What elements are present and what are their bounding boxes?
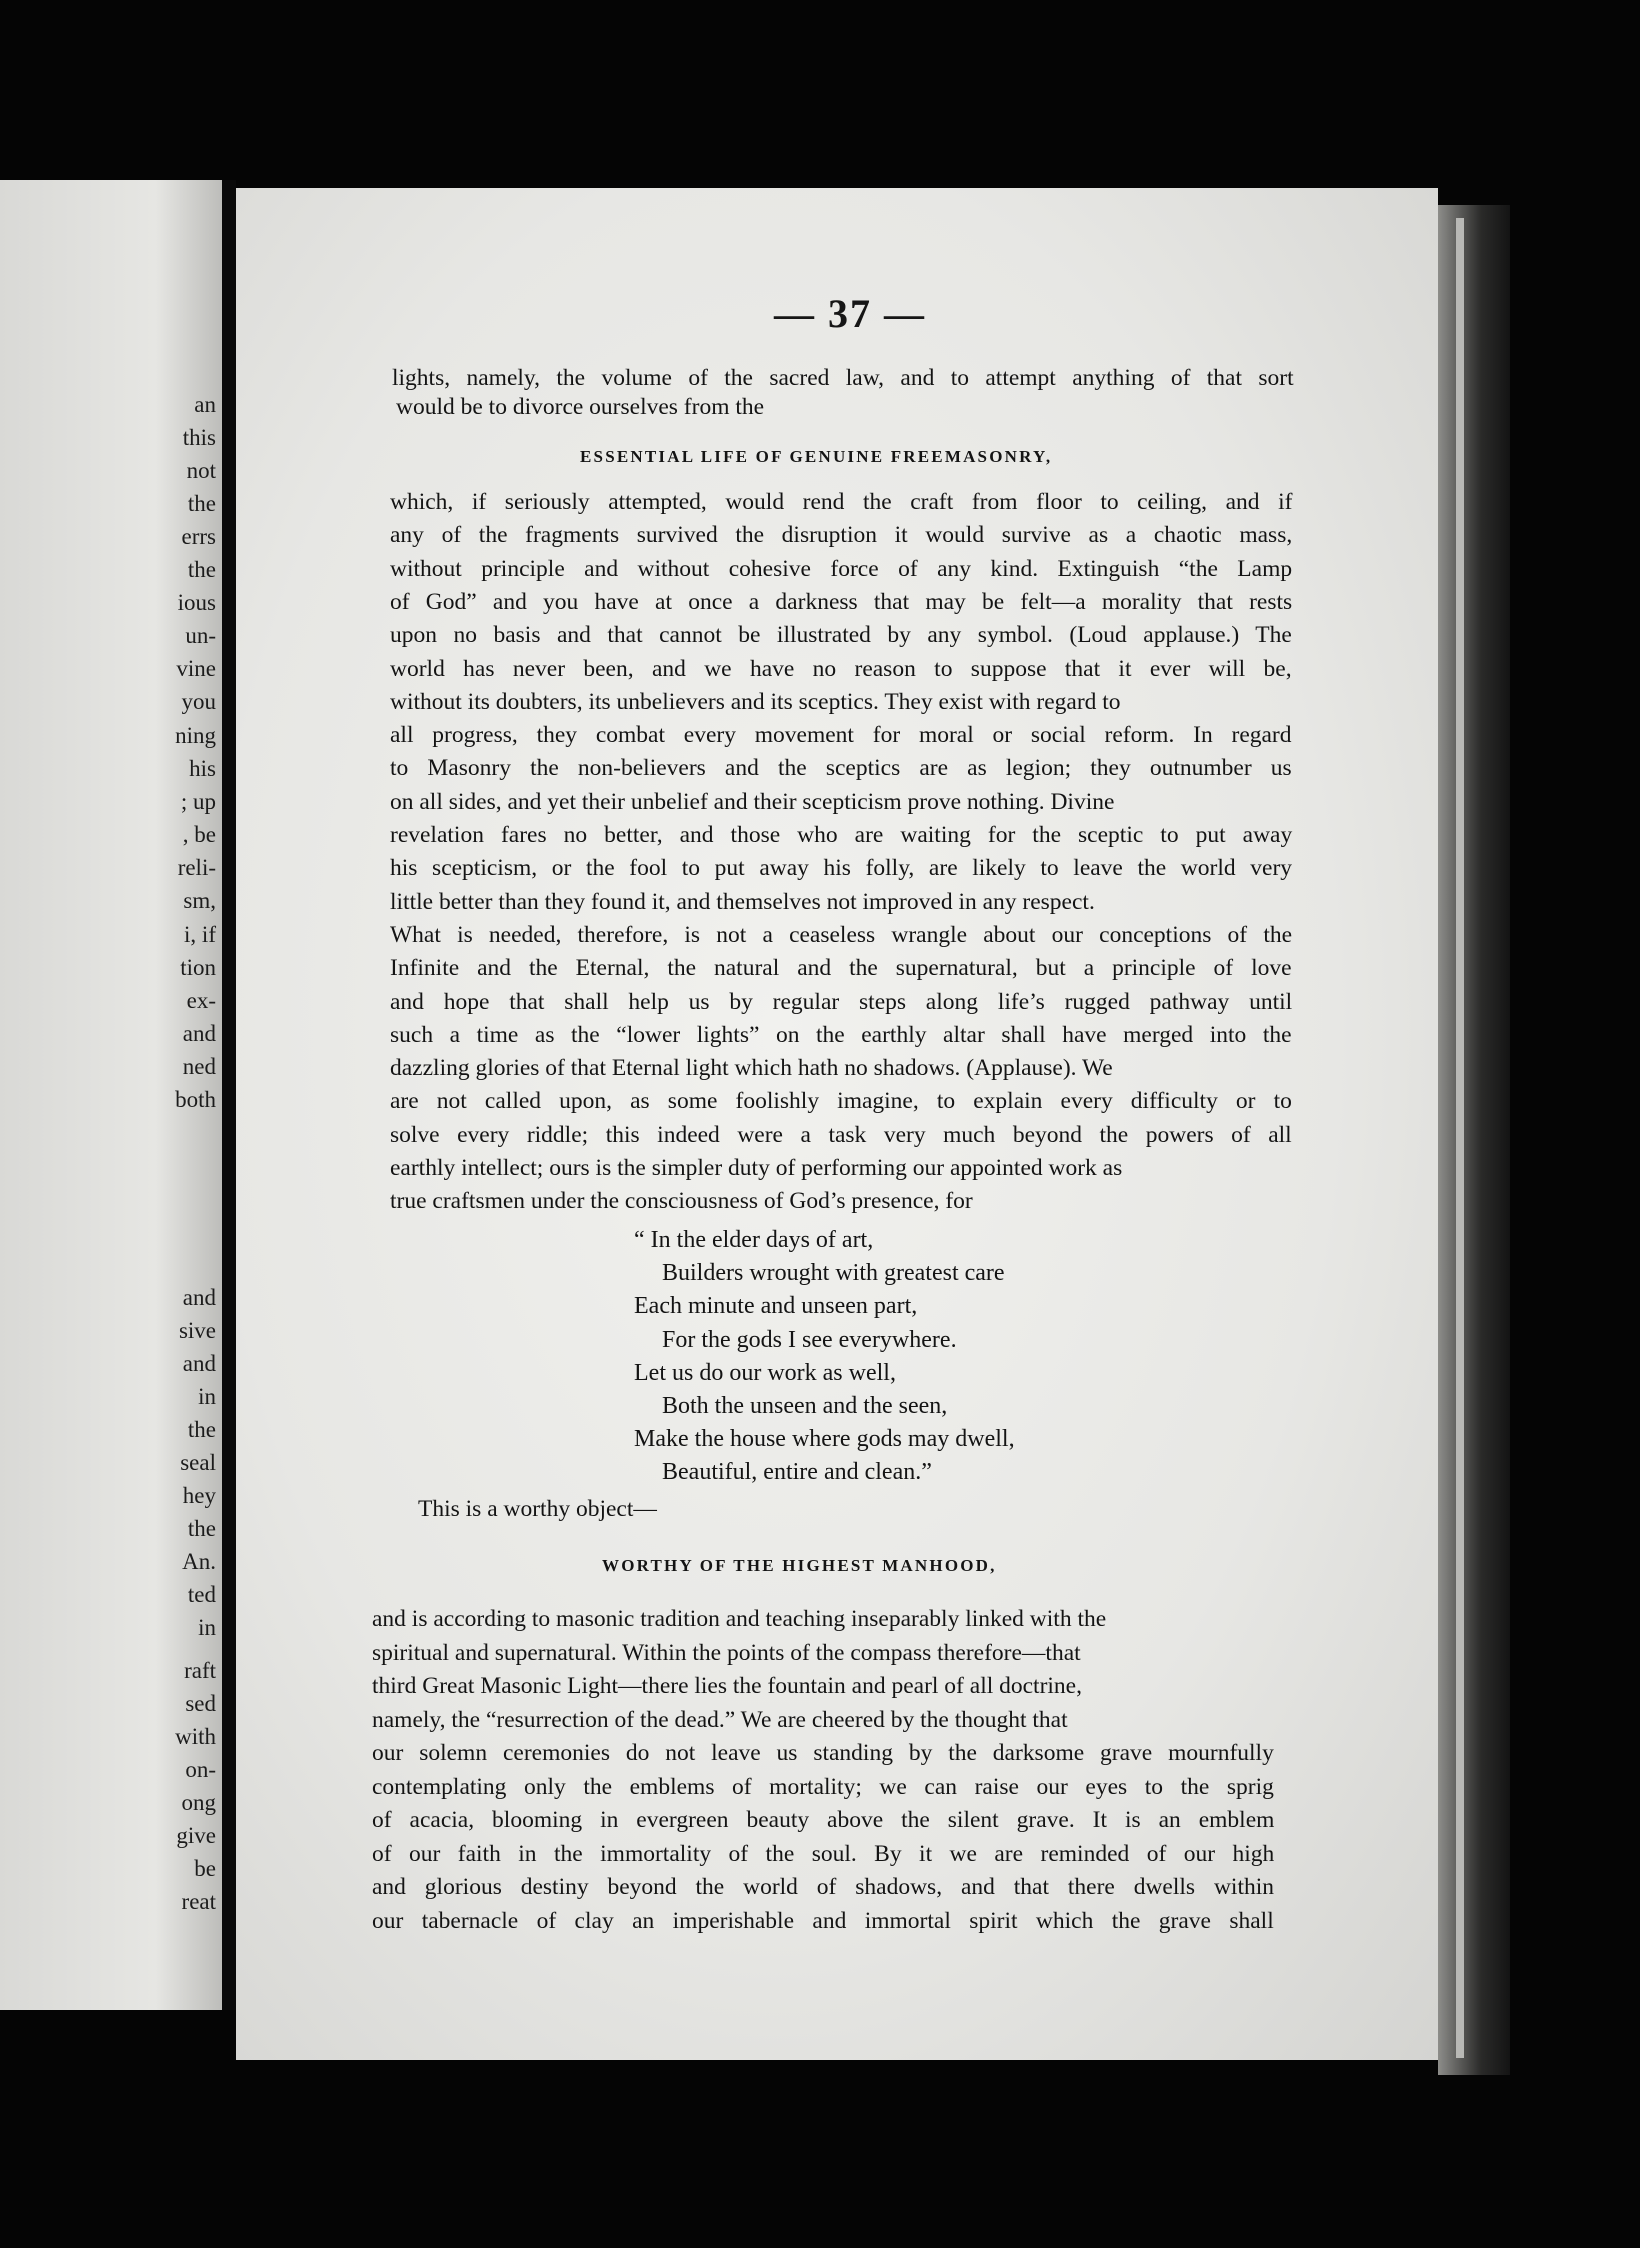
body-line: Infinite and the Eternal, the natural and the supernatural, but a principle of love <box>390 955 1292 982</box>
body-line: and glorious destiny beyond the world of shadows, and that there dwells within <box>372 1874 1274 1900</box>
poem-line: Let us do our work as well, <box>634 1359 896 1386</box>
body-line: of acacia, blooming in evergreen beauty above the silent grave. It is an emblem <box>372 1807 1275 1833</box>
left-page-fragment: , be <box>182 822 216 847</box>
left-page-fragment: and <box>182 1351 216 1376</box>
left-page-fragment: this <box>182 425 216 450</box>
body-line: which, if seriously attempted, would rend the craft from floor to ceiling, and if <box>390 489 1293 515</box>
page-stack-edge <box>1438 205 1510 2075</box>
page-number: — 37 — <box>774 291 926 336</box>
poem-line: For the gods I see everywhere. <box>662 1326 957 1353</box>
left-page-fragment: sive <box>178 1318 216 1343</box>
body-line: little better than they found it, and themselves not improved in any respect. <box>390 888 1095 915</box>
left-page-fragment: An. <box>182 1549 216 1574</box>
left-page-fragment: ; up <box>180 789 216 814</box>
body-line: true craftsmen under the consciousness of God’s presence, for <box>390 1188 973 1215</box>
body-line: such a time as the “lower lights” on the earthly altar shall have merged into the <box>390 1021 1292 1048</box>
section-heading: ESSENTIAL LIFE OF GENUINE FREEMASONRY, <box>580 447 1053 466</box>
left-page-fragment: errs <box>181 524 216 549</box>
body-line: lights, namely, the volume of the sacred law, and to attempt anything of that sort <box>392 365 1294 391</box>
left-facing-page <box>0 180 222 2010</box>
body-line: of God” and you have at once a darkness that may be felt—a morality that rests <box>390 588 1293 615</box>
poem-line: Make the house where gods may dwell, <box>634 1426 1015 1453</box>
body-line: solve every riddle; this indeed were a task very much beyond the powers of all <box>390 1121 1292 1148</box>
left-page-fragment: not <box>186 458 216 483</box>
left-page-fragment: and <box>182 1021 216 1046</box>
left-page-fragment: on- <box>185 1757 216 1782</box>
left-page-fragment: the <box>187 557 216 582</box>
left-page-fragment: the <box>187 491 216 516</box>
body-line: to Masonry the non-believers and the sceptics are as legion; they outnumber us <box>390 755 1292 782</box>
body-line: namely, the “resurrection of the dead.” We are cheered by the thought that <box>372 1706 1068 1733</box>
left-page-fragment: with <box>175 1724 216 1749</box>
left-page-fragment: reat <box>181 1889 216 1914</box>
body-line: dazzling glories of that Eternal light which hath no shadows. (Applause). We <box>390 1055 1113 1082</box>
left-page-fragment: the <box>187 1516 216 1541</box>
left-page-fragment: hey <box>182 1483 216 1508</box>
left-page-fragment: ning <box>175 723 216 748</box>
left-page-fragment: ious <box>177 590 216 615</box>
body-line: and is according to masonic tradition and teaching inseparably linked with the <box>372 1606 1107 1632</box>
left-page-fragment: give <box>176 1823 216 1848</box>
left-page-fragment: sed <box>185 1691 216 1716</box>
body-line: our tabernacle of clay an imperishable and immortal spirit which the grave shall <box>372 1907 1274 1934</box>
left-page-fragment: in <box>198 1615 216 1640</box>
body-line: third Great Masonic Light—there lies the fountain and pearl of all doctrine, <box>372 1673 1082 1699</box>
left-page-fragment: seal <box>180 1450 216 1475</box>
body-line: contemplating only the emblems of mortality; we can raise our eyes to the sprig <box>372 1773 1274 1800</box>
poem-line: Both the unseen and the seen, <box>662 1393 948 1419</box>
poem-line: Builders wrought with greatest care <box>662 1260 1005 1287</box>
body-line: earthly intellect; ours is the simpler duty of performing our appointed work as <box>390 1155 1123 1181</box>
left-page-fragment: in <box>198 1384 216 1409</box>
body-line: are not called upon, as some foolishly imagine, to explain every difficulty or to <box>390 1088 1292 1115</box>
left-page-fragment: the <box>187 1417 216 1442</box>
body-line: any of the fragments survived the disruption it would survive as a chaotic mass, <box>390 522 1293 549</box>
left-page-fragment: un- <box>185 623 216 648</box>
left-page-fragment: sm, <box>183 888 216 913</box>
body-line: upon no basis and that cannot be illustrated by any symbol. (Loud applause.) The <box>390 622 1292 649</box>
left-page-fragment: ted <box>187 1582 216 1607</box>
left-page-fragment: be <box>194 1856 216 1881</box>
left-page-fragment: reli- <box>177 855 216 880</box>
left-page-fragment: tion <box>180 955 216 980</box>
body-line: revelation fares no better, and those who are waiting for the sceptic to put away <box>390 822 1293 848</box>
left-page-fragment: raft <box>184 1658 216 1683</box>
left-page-fragment: ned <box>182 1054 216 1079</box>
body-line: would be to divorce ourselves from the <box>396 394 765 420</box>
poem-line: Beautiful, entire and clean.” <box>662 1459 932 1486</box>
body-line: without principle and without cohesive force of any kind. Extinguish “the Lamp <box>390 555 1293 582</box>
body-line: his scepticism, or the fool to put away his folly, are likely to leave the world very <box>390 855 1293 882</box>
book-gutter <box>222 180 236 2010</box>
body-line: and hope that shall help us by regular steps along life’s rugged pathway until <box>390 988 1293 1015</box>
section-heading: WORTHY OF THE HIGHEST MANHOOD, <box>602 1556 997 1575</box>
left-page-fragment: his <box>189 756 216 781</box>
page-stack-highlight <box>1456 218 1464 2058</box>
left-page-fragment: an <box>194 392 216 417</box>
left-page-fragment: ong <box>181 1790 216 1815</box>
body-line: What is needed, therefore, is not a ceaseless wrangle about our conceptions of the <box>390 921 1293 948</box>
body-line: This is a worthy object— <box>418 1496 657 1522</box>
body-line: of our faith in the immortality of the soul. By it we are reminded of our high <box>372 1840 1275 1867</box>
poem-line: “ In the elder days of art, <box>634 1227 874 1253</box>
body-line: our solemn ceremonies do not leave us standing by the darksome grave mournfully <box>372 1740 1274 1766</box>
left-page-fragment: you <box>181 689 216 714</box>
left-page-fragment: vine <box>176 656 216 681</box>
body-line: without its doubters, its unbelievers and its sceptics. They exist with regard to <box>390 688 1121 715</box>
body-line: all progress, they combat every movement for moral or social reform. In regard <box>390 722 1292 749</box>
poem-line: Each minute and unseen part, <box>634 1293 918 1320</box>
body-line: world has never been, and we have no reason to suppose that it ever will be, <box>390 655 1292 682</box>
left-page-fragment: both <box>175 1087 216 1112</box>
body-line: on all sides, and yet their unbelief and their scepticism prove nothing. Divine <box>390 788 1115 815</box>
left-page-fragment: ex- <box>186 988 216 1013</box>
left-page-fragment: and <box>182 1285 216 1310</box>
left-page-fragment: i, if <box>184 922 216 947</box>
body-line: spiritual and supernatural. Within the points of the compass therefore—that <box>372 1639 1081 1666</box>
